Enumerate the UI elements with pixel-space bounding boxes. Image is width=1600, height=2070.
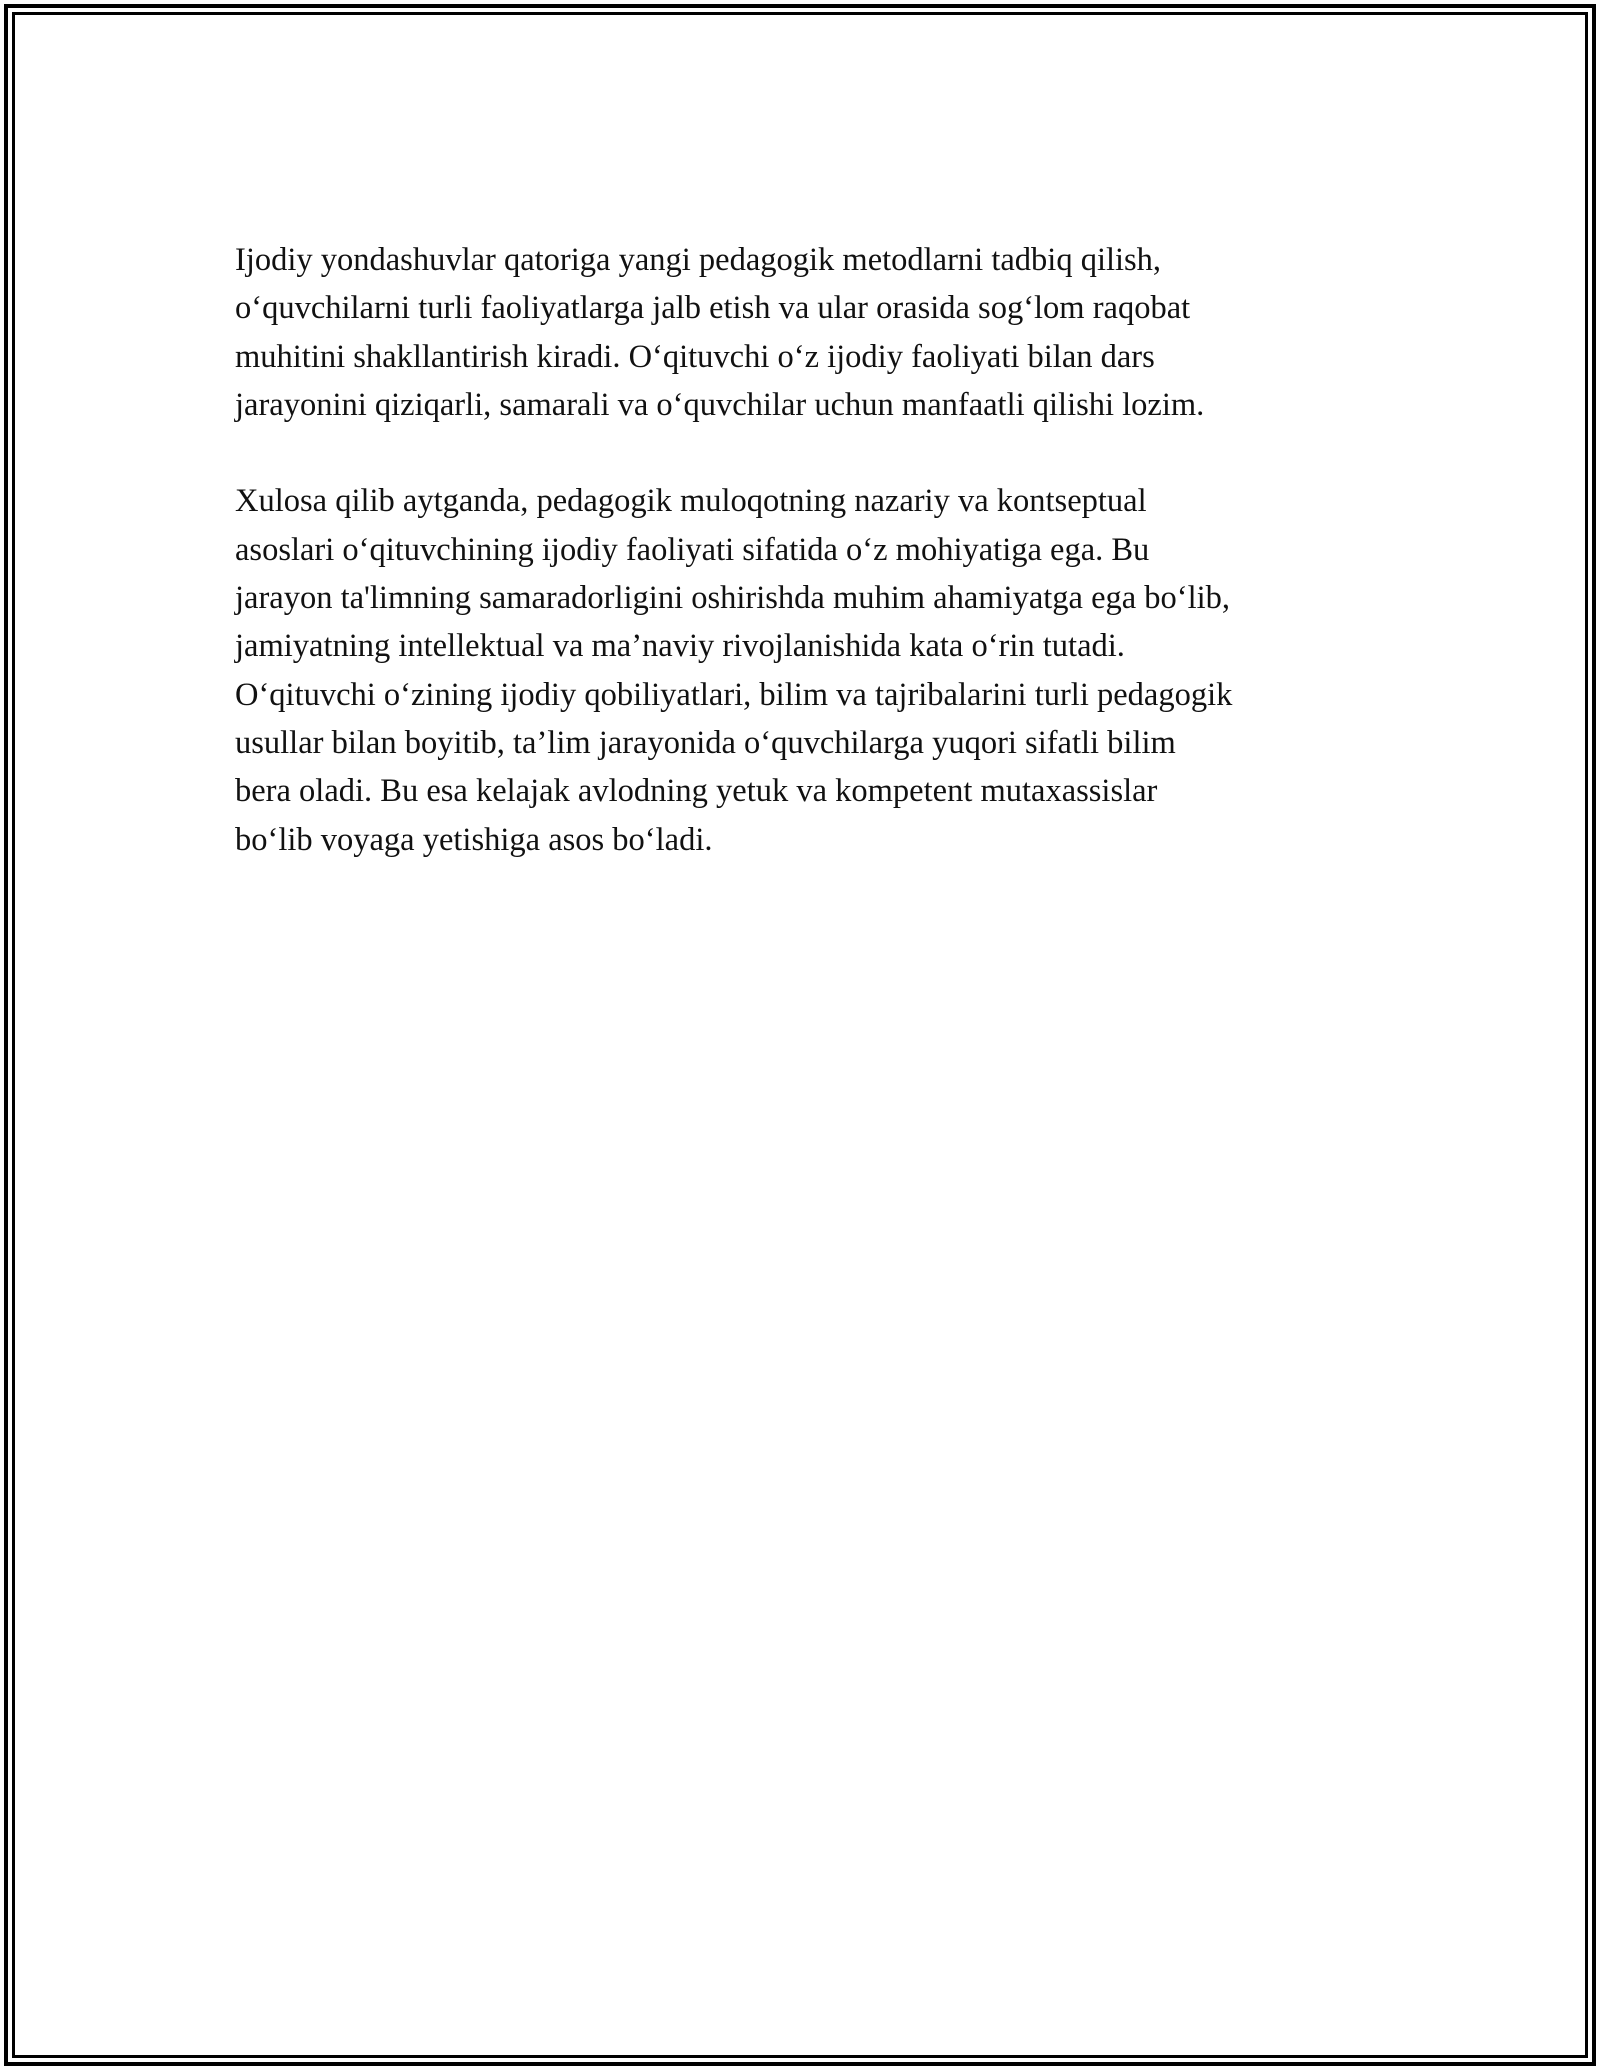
text-line: bo‘lib voyaga yetishiga asos bo‘ladi. (235, 821, 713, 858)
text-line: jarayon ta'limning samaradorligini oshirishda muhim ahamiyatga ega bo‘lib, (235, 580, 1231, 617)
text-line: asoslari o‘qituvchining ijodiy faoliyati sifatida o‘z mohiyatiga ega. Bu (235, 531, 1150, 568)
text-line: jarayonini qiziqarli, samarali va o‘quvchilar uchun manfaatli qilishi lozim. (235, 386, 1205, 423)
text-line: jamiyatning intellektual va ma’naviy rivojlanishida kata o‘rin tutadi. (235, 628, 1125, 665)
paragraph-2 (235, 477, 1415, 863)
text-line: O‘qituvchi o‘zining ijodiy qobiliyatlari, bilim va tajribalarini turli pedagogik (235, 676, 1233, 713)
text-line: o‘quvchilarni turli faoliyatlarga jalb etish va ular orasida sog‘lom raqobat (235, 290, 1191, 327)
text-line: bera oladi. Bu esa kelajak avlodning yetuk va kompetent mutaxassislar (235, 773, 1158, 810)
text-line: usullar bilan boyitib, ta’lim jarayonida o‘quvchilarga yuqori sifatli bilim (235, 724, 1176, 761)
text-line: Xulosa qilib aytganda, pedagogik muloqotning nazariy va kontseptual (235, 483, 1147, 520)
text-line: Ijodiy yondashuvlar qatoriga yangi pedagogik metodlarni tadbiq qilish, (235, 242, 1162, 278)
paragraph-1 (235, 236, 1415, 429)
text-line: muhitini shakllantirish kiradi. O‘qituvchi o‘z ijodiy faoliyati bilan dars (235, 338, 1155, 375)
document-body (235, 236, 1415, 864)
